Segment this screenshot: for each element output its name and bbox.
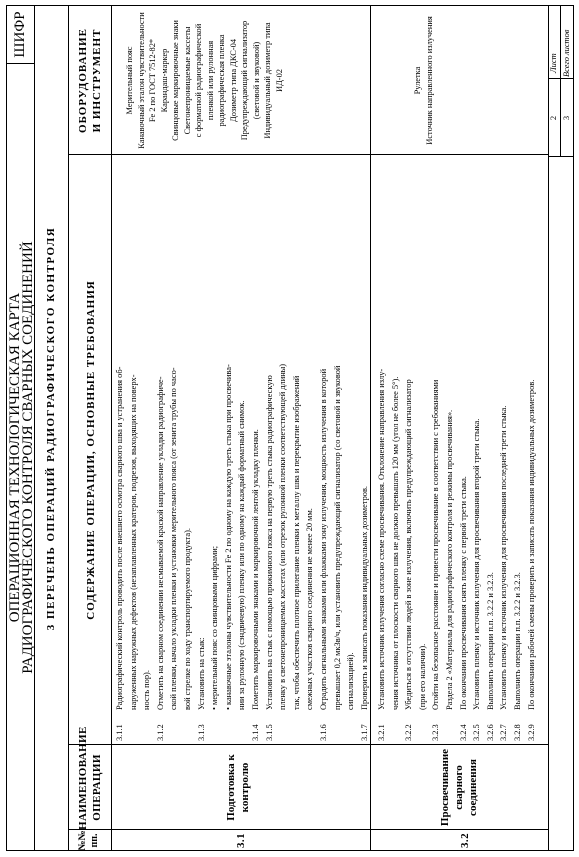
- col-equipment-header-2: И ИНСТРУМЕНТ: [91, 28, 103, 133]
- col-equipment-header-1: ОБОРУДОВАНИЕ: [77, 28, 89, 133]
- clause-text: так, чтобы обеспечить плотное прилегание пленки к металлу шва и перекрытие изображений: [291, 375, 301, 710]
- footer-h1: [560, 6, 561, 157]
- footer-separator: [548, 6, 549, 851]
- title-line-2: РАДИОГРАФИЧЕСКОГО КОНТРОЛЯ СВАРНЫХ СОЕДИНЕНИЙ: [20, 241, 36, 674]
- col-divider-3: [68, 154, 548, 155]
- clause-text: Радиографический контроль проводить после внешнего осмотра сварного шва и устранения об-: [115, 366, 124, 710]
- clause-text: (при его наличии).: [417, 643, 427, 710]
- col-num-header-1: №№: [77, 830, 88, 851]
- col-divider-2: [68, 744, 548, 745]
- clause-text: смежных участков сварного соединения не менее 20 мм.: [305, 508, 315, 710]
- code-label: ШИФР: [12, 11, 28, 58]
- clause-text: Установить на стык с помощью прижимного пояса на первую треть стыка радиографическую: [264, 375, 274, 710]
- clause-text: По окончании рабочей смены проверить и записать показания индивидуальных дозиметров.: [526, 379, 536, 710]
- section-separator: [68, 6, 69, 851]
- total-label: Всего листов: [562, 29, 571, 77]
- col-name-header-2: ОПЕРАЦИИ: [91, 754, 103, 821]
- clause-text: Установить пленку и источник излучения для просвечивания второй трети стыка.: [472, 418, 482, 710]
- section-title: 3 ПЕРЕЧЕНЬ ОПЕРАЦИЙ РАДИОГРАФИЧЕСКОГО КОНТРОЛЯ: [45, 226, 57, 631]
- clause-text: • канавочные эталоны чувствительности Fe 2 по одному на каждую треть стыка при просвечива-: [223, 364, 233, 710]
- equipment-item: Рулетка: [413, 66, 422, 95]
- clause-text: пленку в светонепроницаемых кассетах (или отрезок рулонной пленки соответствующей длины): [278, 363, 288, 710]
- sheet-value: 2: [549, 115, 558, 121]
- clause-text: Раздела 2 «Материалы для радиографического контроля и режимы просвечивания».: [445, 409, 454, 710]
- op-name-line-1: Подготовка к: [225, 754, 237, 821]
- clause-number: 3.1.7: [359, 724, 369, 741]
- title-line-1: ОПЕРАЦИОННАЯ ТЕХНОЛОГИЧЕСКАЯ КАРТА: [7, 292, 23, 623]
- clause-text: По окончании просвечивания снять пленку с первой трети стыка.: [458, 476, 468, 710]
- clause-number: 3.2.9: [526, 724, 536, 741]
- col-divider-1: [68, 829, 548, 830]
- clause-text: превышает 0,2 мкЗв/ч, или установить предупреждающий сигнализатор (со световой и звуковой: [332, 365, 342, 710]
- equipment-item: Предупреждающий сигнализатор: [240, 20, 249, 141]
- clause-number: 3.2.8: [513, 724, 522, 741]
- equipment-item: Источник направленного излучения: [425, 16, 434, 145]
- clause-number: 3.2.3: [431, 724, 441, 741]
- clause-number: 3.1.2: [155, 724, 165, 741]
- clause-text: Отметить на сварном соединении несмываемой краской направление укладки радиографиче-: [155, 376, 165, 710]
- clause-text: ность пор).: [142, 670, 152, 710]
- clause-text: Оградить сигнальными знаками или флажками зону излучения, мощность излучения в которой: [319, 368, 328, 710]
- col-name-header-1: НАИМЕНОВАНИЕ: [77, 726, 89, 830]
- sheet-label: Лист: [549, 53, 558, 73]
- clause-text: ской пленки, начало укладки пленки и установки мерительного пояса (от зенита трубы по часо-: [169, 367, 179, 710]
- clause-number: 3.1.3: [196, 724, 206, 741]
- col-num-header-2: пп.: [89, 833, 100, 848]
- clause-text: Выполнить операции п.п. 3.2.2 и 3.2.3.: [485, 572, 495, 710]
- clause-text: • мерительный пояс со свинцовыми цифрами;: [210, 545, 220, 710]
- op-number: 3.1: [235, 833, 247, 848]
- op-name-line-1: Просвечивание: [439, 748, 451, 827]
- clause-text: Установить пленку и источник излучения для просвечивания последней трети стыка.: [499, 405, 509, 710]
- clause-text: Установить источник излучения согласно схеме просвечивания. Отклонение направления излу-: [377, 368, 386, 710]
- clause-text: сигнализацией).: [346, 652, 356, 710]
- equipment-item: с форматной радиографической: [194, 23, 203, 138]
- equipment-item: ИД-02: [274, 69, 284, 92]
- clause-number: 3.2.7: [499, 724, 509, 741]
- row-divider: [370, 6, 371, 851]
- equipment-item: Индивидуальный дозиметр типа: [263, 22, 272, 139]
- clause-text: наруженных наружных дефектов (незаплавленных кратеров, подрезов, выходящих на поверх-: [128, 374, 138, 710]
- clause-text: вой стрелке по ходу транспортируемого продукта).: [183, 527, 192, 710]
- clause-number: 3.2.1: [377, 724, 386, 741]
- clause-number: 3.2.4: [458, 724, 468, 741]
- clause-text: Пометить маркировочными знаками и маркировочной лентой укладку пленки.: [251, 429, 260, 710]
- equipment-item: Канавочный эталон чувствительности: [136, 12, 146, 149]
- equipment-item: радиографическая пленка: [217, 34, 226, 127]
- clause-number: 3.1.5: [264, 724, 274, 741]
- op-number: 3.2: [459, 833, 471, 848]
- clause-text: Проверить и записать показания индивидуальных дозиметров.: [359, 485, 369, 710]
- clause-number: 3.2.5: [472, 724, 482, 741]
- clause-number: 3.1.6: [319, 724, 328, 741]
- clause-number: 3.2.2: [404, 724, 414, 741]
- clause-number: 3.1.1: [115, 724, 124, 741]
- frame-bottom: [573, 6, 574, 851]
- equipment-item: Свинцовые маркировочные знаки: [171, 20, 180, 141]
- equipment-item: Fe 2 по ГОСТ 7512-82*: [148, 38, 157, 123]
- equipment-item: пленкой или рулонная: [205, 40, 215, 121]
- equipment-item: Светонепроницаемые кассеты: [182, 26, 192, 135]
- equipment-item: Мерительный пояс: [125, 46, 134, 115]
- clause-text: чения источника от плоскости сварного шва не должно превышать 120 мм (угол не более 5°).: [390, 376, 400, 710]
- column-header-separator: [111, 6, 112, 851]
- equipment-item: (световой и звуковой): [251, 41, 261, 120]
- clause-text: Отойти на безопасное расстояние и провести просвечивание в соответствии с требованиями: [431, 379, 441, 710]
- clause-text: Убедиться в отсутствии людей в зоне излучения, включить предупреждающий сигнализатор: [404, 379, 414, 710]
- op-name-line-2: сварного: [453, 765, 465, 810]
- clause-text: нии за рулонную (сэндвичевую) пленку или по одному на каждый форматный снимок.: [237, 400, 247, 710]
- op-name-line-3: соединения: [467, 759, 479, 816]
- clause-number: 3.2.6: [485, 724, 495, 741]
- clause-text: Выполнить операции п.п. 3.2.2 и 3.2.3.: [513, 572, 522, 710]
- equipment-item: Карандаш-маркер: [159, 48, 169, 113]
- op-name-line-2: контролю: [239, 762, 251, 813]
- clause-text: Установить на стык:: [196, 637, 206, 710]
- equipment-item: Дозиметр типа ДКС-04: [228, 38, 238, 123]
- clause-number: 3.1.4: [251, 724, 260, 741]
- total-value: 3: [562, 115, 571, 121]
- col-content-header: СОДЕРЖАНИЕ ОПЕРАЦИИ, ОСНОВНЫЕ ТРЕБОВАНИЯ: [85, 280, 97, 620]
